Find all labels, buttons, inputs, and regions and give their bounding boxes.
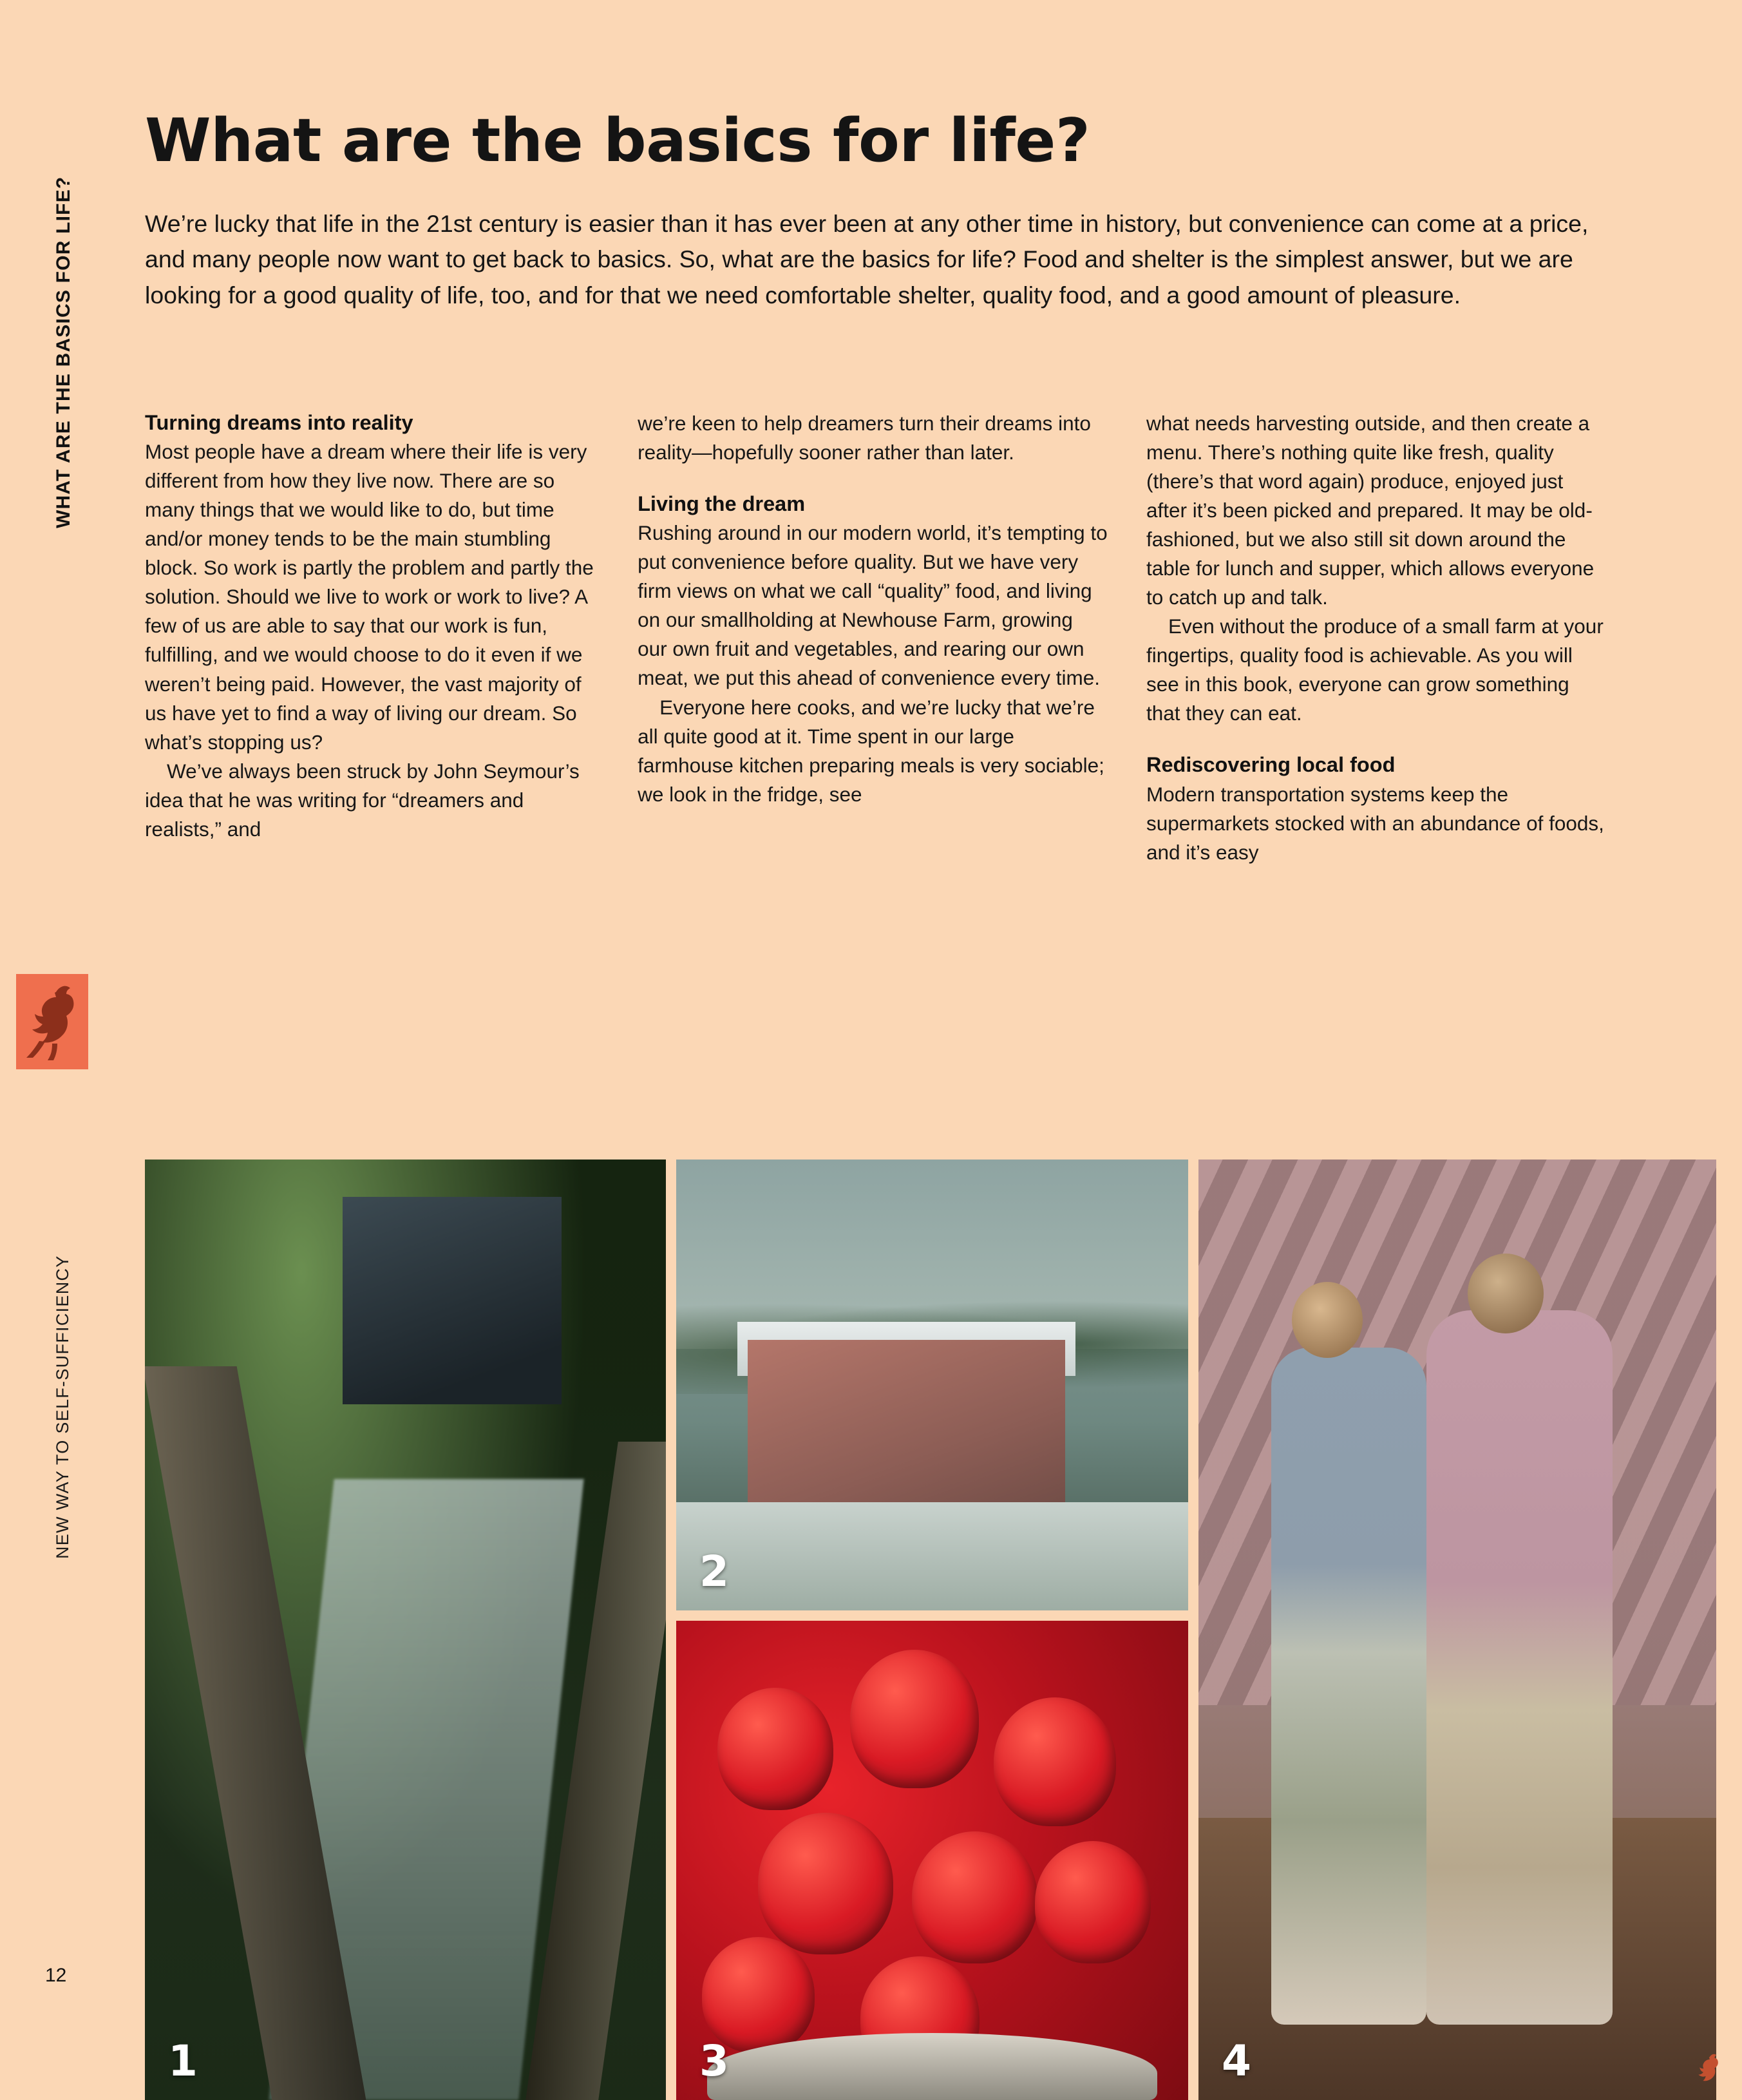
paragraph-continuation: what needs harvesting outside, and then create a menu. There’s nothing quite like fresh, quality (there’s that word again) produce, enjoyed just after it’s been picked and prepared. It may be old-fashioned, but we also still sit down around the table for lunch and supper, which allows everyone to catch up and talk.	[1146, 412, 1595, 609]
corner-rooster-icon	[1685, 2048, 1730, 2094]
photo-column-middle	[676, 1160, 1188, 2100]
photo-number: 2	[699, 1547, 729, 1596]
paragraph-continuation: we’re keen to help dreamers turn their dreams into reality—hopefully sooner rather than later.	[638, 412, 1091, 464]
column-3	[1146, 409, 1607, 867]
paragraph-gap	[1146, 728, 1607, 751]
photo-detail-berry	[850, 1650, 979, 1788]
paragraph: Modern transportation systems keep the supermarkets stocked with an abundance of foods, and it’s easy	[1146, 782, 1604, 864]
photo-detail-head-left	[1292, 1282, 1363, 1358]
column-1	[145, 409, 599, 867]
rail-series-title: NEW WAY TO SELF-SUFFICIENCY	[53, 1255, 72, 1559]
standfirst-text: We’re lucky that life in the 21st century is easier than it has ever been at any other time in history, but convenience can come at a price, and many people now want to get back to basics. So, what are the basics for life? Food and shelter is the simplest answer, but we are looking for a good quality of life, too, and for that we need comfortable shelter, quality food, and a good amount of pleasure.	[145, 209, 1589, 309]
photo-detail-berry	[1035, 1841, 1151, 1963]
page-number: 12	[45, 1965, 67, 1986]
paragraph: Even without the produce of a small farm at your fingertips, quality food is achievable. As you will see in this book, everyone can grow something that they can eat.	[1146, 615, 1604, 725]
photo-number: 4	[1222, 2036, 1251, 2086]
paragraph: Most people have a dream where their life is very different from how they live now. There are so many things that we would like to do, but time and/or money tends to be the main stumbling block. So work is partly the problem and partly the solution. Should we live to work or work to live? A few of us are able to say that our work is fun, fulfilling, and we would choose to do it even if we weren’t being paid. However, the vast majority of us have yet to find a way of living our dream. So what’s stopping us?	[145, 440, 594, 754]
photo-strawberries	[676, 1621, 1188, 2100]
photo-detail-berry	[912, 1831, 1037, 1963]
photo-detail-berry	[994, 1697, 1116, 1826]
photo-detail-berry	[758, 1813, 893, 1954]
subhead-living-the-dream: Living the dream	[638, 492, 806, 516]
subhead-turning-dreams: Turning dreams into reality	[145, 411, 413, 434]
paragraph: We’ve always been struck by John Seymour’s idea that he was writing for “dreamers and realists,” and	[145, 759, 580, 841]
photo-number: 3	[699, 2036, 729, 2086]
paragraph: Rushing around in our modern world, it’s tempting to put convenience before quality. But we have very firm views on what we call “quality” food, and living on our smallholding at Newhouse Farm, growing our own fruit and vegetables, and rearing our own meat, we put this ahead of convenience every time.	[638, 521, 1108, 690]
photo-farmhouse-snow	[676, 1160, 1188, 1610]
rail-chapter-title: WHAT ARE THE BASICS FOR LIFE?	[53, 176, 74, 528]
page-title: What are the basics for life?	[145, 106, 1090, 176]
photo-detail-snow	[676, 1502, 1188, 1610]
paragraph: Everyone here cooks, and we’re lucky that we’re all quite good at it. Time spent in our large farmhouse kitchen preparing meals is very sociable; we look in the fridge, see	[638, 695, 1104, 806]
photo-detail-head-right	[1468, 1254, 1544, 1333]
photo-detail-berry	[717, 1688, 833, 1810]
photo-stream-walkway	[145, 1160, 666, 2100]
subhead-rediscovering-local-food: Rediscovering local food	[1146, 753, 1396, 777]
column-2	[638, 409, 1108, 867]
photo-two-people-mud	[1198, 1160, 1716, 2100]
photo-strip	[145, 1160, 1716, 2100]
photo-detail-person-right	[1426, 1310, 1613, 2025]
article-body	[145, 409, 1607, 867]
photo-detail-person-left	[1271, 1348, 1426, 2025]
photo-number: 1	[168, 2036, 198, 2086]
rooster-icon	[16, 974, 88, 1069]
left-rail	[0, 0, 145, 2100]
photo-detail-shed	[343, 1197, 562, 1404]
paragraph-gap	[638, 467, 1108, 490]
photo-detail-house	[748, 1340, 1065, 1529]
